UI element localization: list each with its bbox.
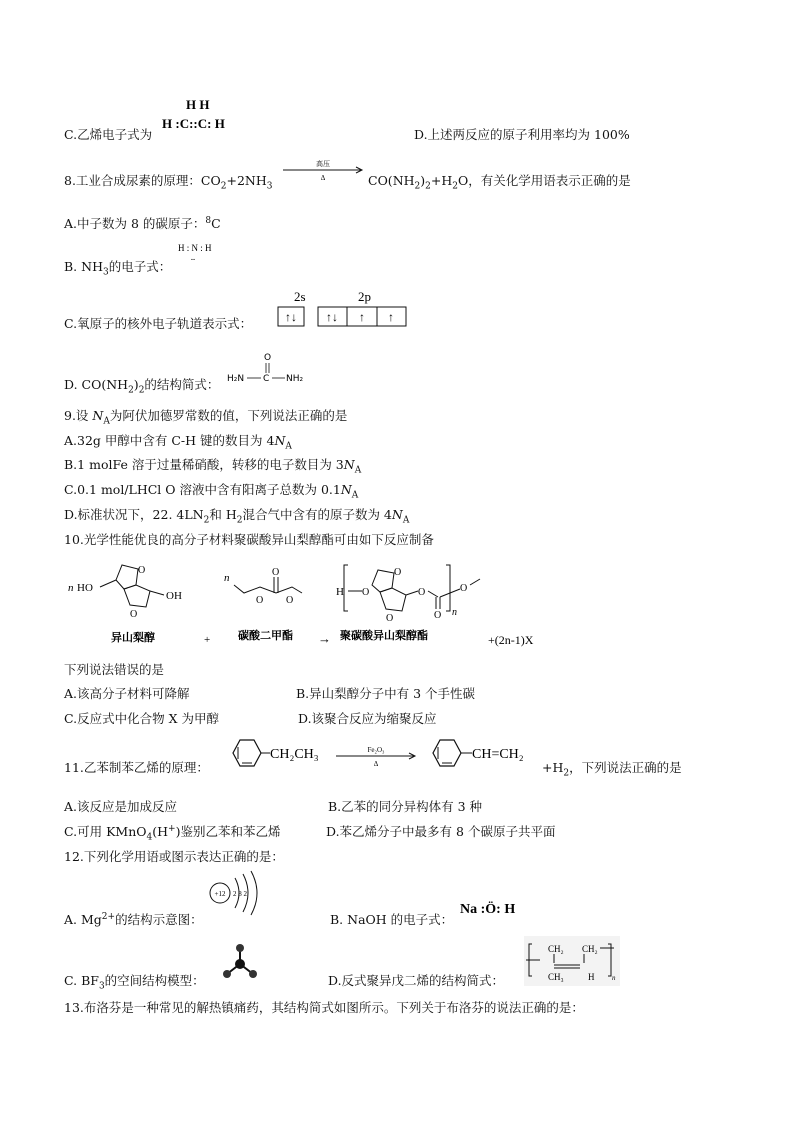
polymer-o-2: O: [418, 587, 426, 598]
polymer-o-bottom: O: [386, 613, 394, 624]
orbital-2s-label: 2s: [294, 289, 306, 304]
q9-option-d: D.标准状况下，22. $4LN_2$和 $H_2$混合气中含有的原子数为 $4N_A$: [64, 507, 410, 526]
carbonate-o-top: O: [272, 567, 280, 578]
q9-option-b: B.1 molFe 溶于过量稀硝酸，转移的电子数目为 $3N_A$: [64, 457, 362, 476]
ethylbenzene-structure: [224, 734, 334, 774]
q7-option-d: D.上述两反应的原子利用率均为 100%: [414, 127, 630, 142]
q11-cond-top: Fe₂O₃: [367, 746, 385, 754]
q8-cond-bottom: Δ: [320, 174, 326, 182]
polyisoprene-h: H: [588, 972, 595, 982]
urea-structure: [226, 350, 308, 386]
reaction-arrow: →: [318, 631, 331, 646]
q11-cond-bottom: Δ: [373, 760, 379, 768]
orbital-2p-label: 2p: [358, 289, 371, 304]
orbital-2s-electrons: ↑↓: [285, 310, 297, 324]
isosorbide-oh: OH: [166, 590, 182, 602]
isosorbide-bond-left: [100, 580, 116, 587]
bf3-fluorine-3: [249, 970, 257, 978]
q10-stem: 10.光学性能优良的高分子材料聚碳酸异山梨醇酯可由如下反应制备: [64, 532, 434, 547]
q8-cond-top: 高压: [316, 160, 330, 168]
carbonate-n: n: [224, 572, 230, 584]
polymer-o-carbonyl: O: [434, 610, 442, 621]
orbital-2p-electrons-3: ↑: [388, 310, 394, 324]
urea-left-nh2: H₂N: [227, 374, 245, 384]
isosorbide-o-bottom: O: [130, 609, 138, 620]
plus-sign: +: [204, 634, 211, 646]
q8-option-d: D. $CO(NH_2)_2$的结构简式：: [64, 377, 220, 396]
isosorbide-structure: [68, 565, 182, 620]
orbital-2p-electrons-2: ↑: [359, 310, 365, 324]
orbital-2p-electrons-1: ↑↓: [326, 310, 338, 324]
carbonate-o-left: O: [256, 595, 264, 606]
q10-question: 下列说法错误的是: [64, 662, 165, 677]
nh3-lone-pair: ¨: [191, 255, 195, 269]
bf3-fluorine-1: [236, 944, 244, 952]
mg-ion-structure-diagram: [207, 870, 261, 916]
isosorbide-ho: HO: [77, 582, 93, 594]
q8-stem: 8.工业合成尿素的原理：$CO_2+2NH_3$: [64, 173, 273, 192]
polymer-bond-2: [406, 591, 418, 595]
polymer-o-end: O: [460, 583, 468, 594]
q10-option-b: B.异山梨醇分子中有 3 个手性碳: [296, 686, 476, 701]
naoh-electron-formula: [458, 894, 530, 922]
ethylene-top-h: H H: [186, 97, 210, 112]
polymer-methyl: [470, 579, 480, 585]
byproduct-text: +(2n-1)X: [488, 633, 534, 647]
bf3-fluorine-2: [223, 970, 231, 978]
polycarbonate-structure: [336, 565, 480, 624]
nh3-top-line: H : N : H: [178, 243, 212, 253]
polymer-bracket-left: [344, 565, 348, 611]
q8-stem-products: $CO(NH_2)_2+H_2O$，有关化学用语表示正确的是: [368, 173, 631, 192]
label-polycarbonate: 聚碳酸异山梨醇酯: [340, 629, 428, 642]
styrene-structure: [424, 734, 540, 774]
isosorbide-ring-bottom: [124, 585, 150, 607]
q9-option-c: C.0.1 mol/LHCl O 溶液中含有阳离子总数为 $0.1N_A$: [64, 482, 359, 501]
isosorbide-o-top: O: [138, 565, 146, 576]
oxygen-orbital-diagram: [274, 288, 414, 330]
urea-oxygen: O: [264, 353, 272, 363]
ethylbenzene-ethyl: CH₂CH₃: [270, 747, 319, 762]
q10-option-d: D.该聚合反应为缩聚反应: [298, 711, 437, 726]
mg-nucleus-charge: +12: [214, 890, 226, 898]
label-dimethyl-carbonate: 碳酸二甲酯: [238, 629, 293, 642]
q11-stem-end: $+H_2$，下列说法正确的是: [542, 760, 682, 779]
isosorbide-bond-right: [150, 591, 164, 595]
q12-option-d: D.反式聚异戊二烯的结构简式：: [328, 973, 505, 988]
isosorbide-n: n: [68, 582, 74, 594]
polyisoprene-ch2-left: CH₂: [548, 944, 564, 954]
urea-carbon: C: [263, 374, 270, 384]
polyisoprene-ch2-right: CH₂: [582, 944, 598, 954]
q12-stem: 12.下列化学用语或图示表达正确的是：: [64, 849, 284, 864]
q8-option-c: C.氧原子的核外电子轨道表示式：: [64, 316, 253, 331]
q11-reaction-arrow: [334, 744, 418, 770]
q10-option-c: C.反应式中化合物 X 为甲醇: [64, 711, 219, 726]
bf3-model: [222, 943, 258, 981]
carbonate-o-right: O: [286, 595, 294, 606]
urea-right-nh2: NH₂: [286, 374, 304, 384]
ethylene-electron-formula: [160, 97, 252, 137]
polyisoprene-ch3: CH₃: [548, 972, 564, 982]
polymer-o-1: O: [362, 587, 370, 598]
q11-option-d: D.苯乙烯分子中最多有 8 个碳原子共平面: [326, 824, 556, 839]
ethylbenzene-ring: [233, 740, 261, 766]
q10-option-a: A.该高分子材料可降解: [64, 686, 190, 701]
q10-reaction-svg: [64, 555, 554, 650]
styrene-ring: [433, 740, 461, 766]
q8-option-b: B. $NH_3$的电子式：: [64, 259, 172, 278]
q11-option-c: C.可用 KMnO$_4$(H+)鉴别乙苯和苯乙烯: [64, 823, 281, 843]
q7-option-c: C.乙烯电子式为: [64, 127, 153, 142]
mg-shell-3: [251, 871, 257, 915]
bf3-boron: [235, 959, 245, 969]
q10-reaction-scheme: [64, 555, 554, 650]
q12-option-b: B. NaOH 的电子式：: [330, 912, 454, 927]
polymer-bond-3: [428, 591, 438, 597]
q9-option-a: A.32g 甲醇中含有 C-H 键的数目为 $4N_A$: [64, 433, 292, 452]
polymer-h: H: [336, 586, 344, 598]
ethylene-main-line: H :C::C: H: [162, 116, 225, 131]
dimethyl-carbonate-structure: [224, 567, 302, 606]
nh3-electron-formula: [177, 240, 217, 270]
carbonate-chain: [234, 585, 302, 593]
polymer-bracket-right: [446, 565, 450, 611]
q13-stem: 13.布洛芬是一种常见的解热镇痛药，其结构简式如图所示。下列关于布洛芬的说法正确的是：: [64, 1000, 584, 1015]
styrene-vinyl: CH=CH₂: [472, 747, 524, 762]
polymer-ring-bottom: [380, 588, 406, 611]
trans-polyisoprene-structure: [524, 936, 620, 986]
polymer-n: n: [452, 607, 457, 618]
q9-stem: 9.设 $N_A$为阿伏加德罗常数的值，下列说法正确的是: [64, 408, 348, 427]
q8-option-a: A.中子数为 8 的碳原子：$^8$C: [64, 215, 221, 231]
label-isosorbide: 异山梨醇: [111, 631, 155, 644]
polymer-o-top: O: [394, 567, 402, 578]
q11-stem: 11.乙苯制苯乙烯的原理：: [64, 760, 209, 775]
mg-shell-electrons: 2 8 2: [233, 890, 247, 898]
naoh-formula: Na :Ö: H: [460, 902, 516, 917]
polyisoprene-n: n: [612, 974, 616, 982]
q11-option-a: A.该反应是加成反应: [64, 799, 178, 814]
q8-reaction-arrow: [281, 158, 365, 184]
ethylene-electron-formula-svg: [160, 97, 252, 137]
q12-option-c: C. $BF_3$的空间结构模型：: [64, 973, 205, 992]
q12-option-a: A. $Mg^{2+}$的结构示意图：: [64, 911, 203, 927]
q11-option-b: B.乙苯的同分异构体有 3 种: [328, 799, 483, 814]
polyisoprene-bg: [524, 936, 620, 986]
